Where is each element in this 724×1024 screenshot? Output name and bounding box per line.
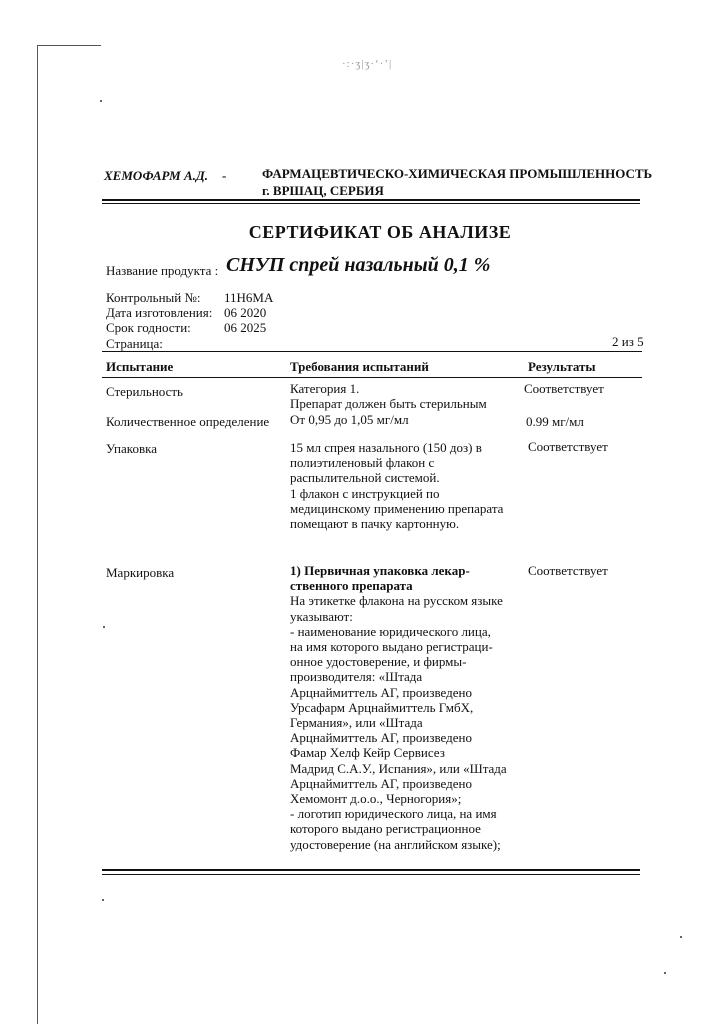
document-title: СЕРТИФИКАТ ОБ АНАЛИЗЕ — [248, 222, 512, 242]
header-separator: - — [222, 168, 227, 183]
column-header-results: Результаты — [528, 359, 596, 374]
control-number-label: Контрольный №: — [106, 290, 201, 305]
row-requirements-assay: От 0,95 до 1,05 мг/мл — [290, 412, 409, 427]
row-test-labelling: Маркировка — [106, 565, 175, 580]
control-number-value: 11Н6МА — [224, 290, 274, 305]
row-result-labelling: Соответствует — [528, 563, 608, 578]
row-test-packaging: Упаковка — [106, 441, 157, 456]
footer-rule — [102, 869, 640, 871]
scan-speck — [664, 972, 666, 974]
page-number: 2 из 5 — [612, 334, 644, 349]
table-header-rule — [102, 377, 642, 378]
page-label: Страница: — [106, 336, 163, 351]
row-requirements-packaging: 15 мл спрея назального (150 доз) в полиэтиленовый флакон с распылительной системой. 1 флакон с инструкцией по медицинскому применению препарата помещают в пачку картонную. — [290, 440, 504, 532]
column-header-requirements: Требования испытаний — [290, 359, 429, 374]
scan-speck — [103, 626, 105, 628]
row-result-assay: 0.99 мг/мл — [526, 414, 584, 429]
row-requirements-labelling: 1) Первичная упаковка лекар- ственного препарата На этикетке флакона на русском языке указывают: - наименование юридического лица, на имя которого выдано регистраци- онное удостоверение, и фирмы- производителя: «Штада Арцнаймиттель АГ, произведено Урсафарм Арцнаймиттель ГмбХ, Германия», или «Штада Арцнаймиттель АГ, произведено Фамар Хелф Кейр Сервисез Мадрид С.А.У., Испания», или «Штада Арцнаймиттель АГ, произведено Хемомонт д.о.о., Черногория»; - логотип юридического лица, на имя которого выдано регистрационное удостоверение (на английском языке); — [290, 563, 507, 852]
manufacture-date-label: Дата изготовления: — [106, 305, 213, 320]
column-header-test: Испытание — [106, 359, 174, 374]
product-label: Название продукта : — [106, 263, 219, 278]
row-requirements-sterility: Категория 1. Препарат должен быть стерильным — [290, 381, 487, 412]
row-result-packaging: Соответствует — [528, 439, 608, 454]
product-name: СНУП спрей назальный 0,1 % — [226, 254, 491, 276]
faint-stamp-mark: ·:·ʒ|ʒ·ʻ·ʼ| — [342, 58, 393, 70]
scan-edge-left — [37, 46, 38, 1024]
header-rule-thin — [102, 203, 640, 204]
scan-speck — [102, 899, 104, 901]
row-test-sterility: Стерильность — [106, 384, 183, 399]
expiry-date-value: 06 2025 — [224, 320, 267, 335]
row-test-assay: Количественное определение — [106, 414, 270, 429]
industry-name: ФАРМАЦЕВТИЧЕСКО-ХИМИЧЕСКАЯ ПРОМЫШЛЕННОСТЬ — [262, 166, 653, 181]
company-name: ХЕМОФАРМ А.Д. — [104, 168, 208, 183]
expiry-date-label: Срок годности: — [106, 320, 191, 335]
footer-rule-thin — [102, 874, 640, 875]
table-top-rule — [102, 351, 642, 352]
manufacture-date-value: 06 2020 — [224, 305, 267, 320]
scan-edge-top — [37, 45, 101, 46]
row-result-sterility: Соответствует — [524, 381, 604, 396]
scan-speck — [680, 936, 682, 938]
scan-speck — [100, 100, 102, 102]
header-rule — [102, 199, 640, 201]
city-name: г. ВРШАЦ, СЕРБИЯ — [262, 183, 384, 198]
